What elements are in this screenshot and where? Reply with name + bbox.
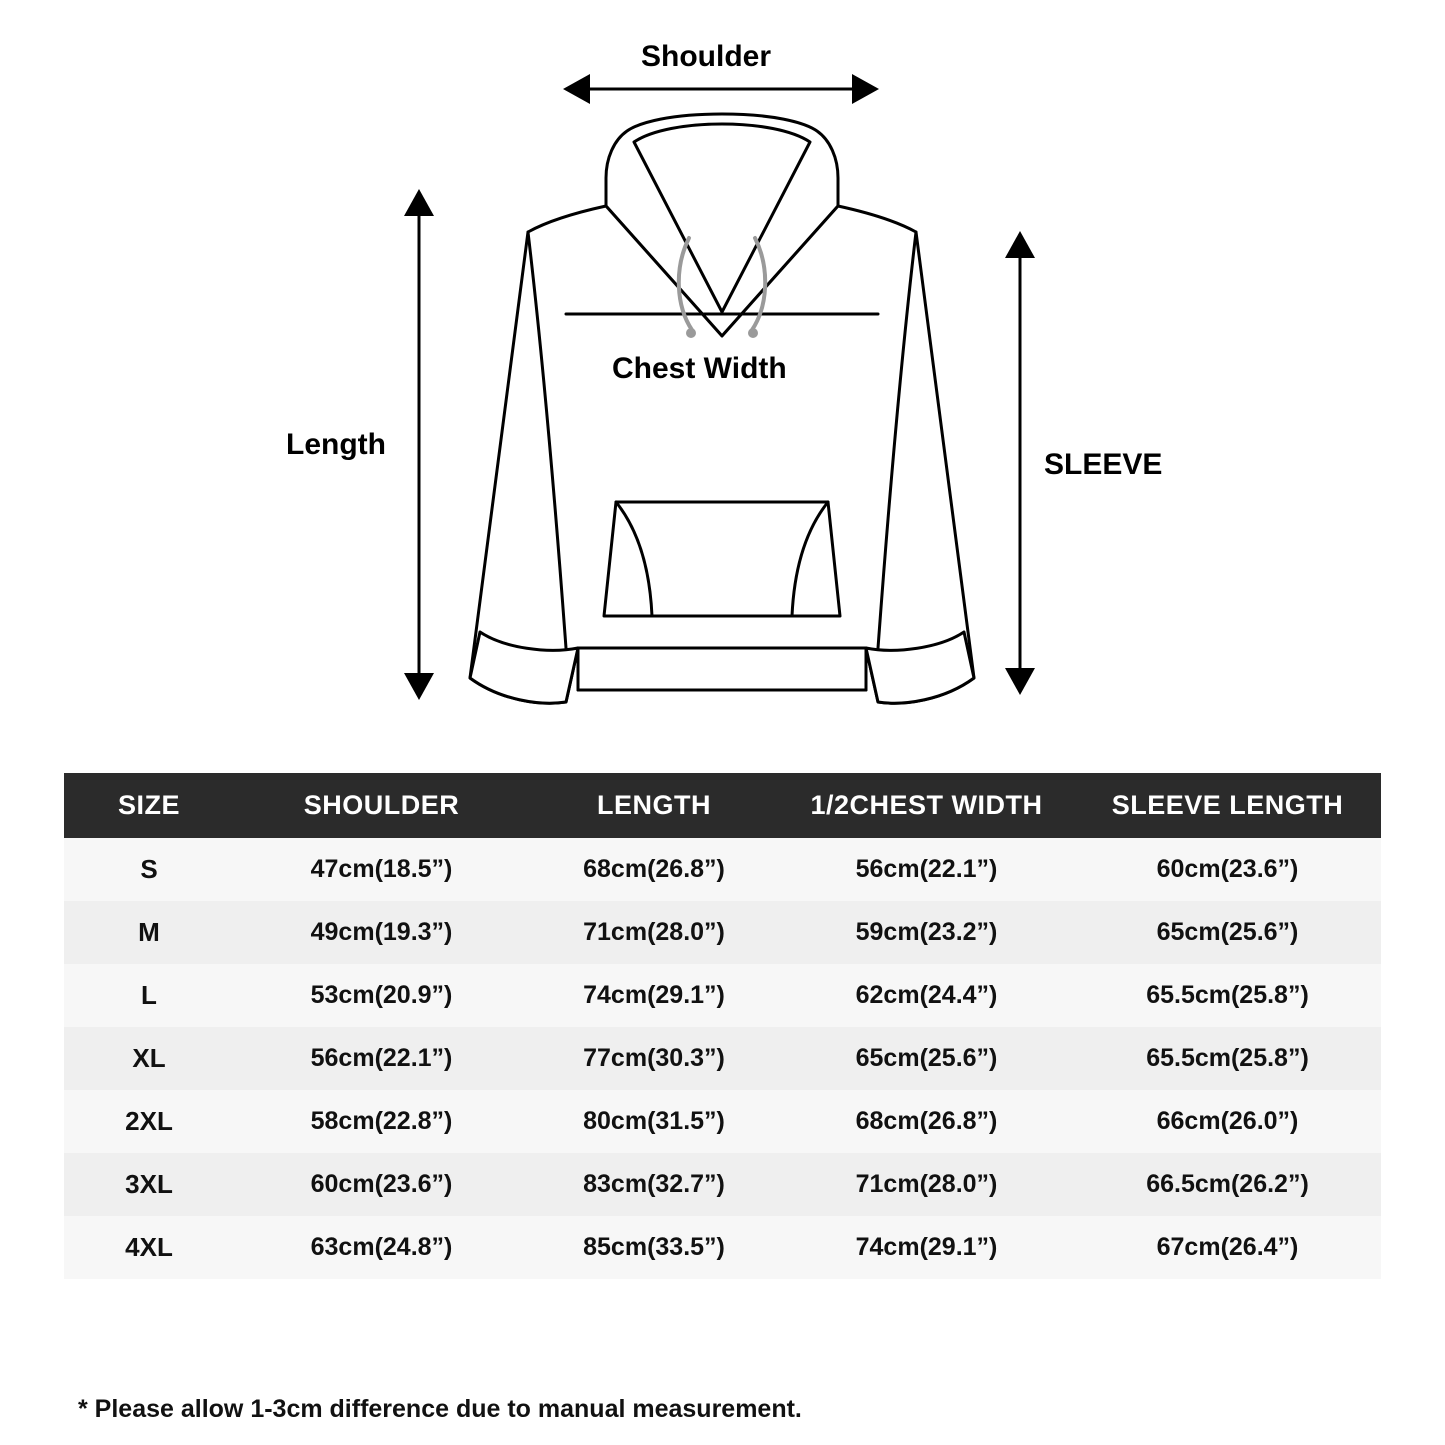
cell-size: L (141, 980, 157, 1010)
cell-sleeve: 65.5cm(25.8”) (1146, 981, 1309, 1009)
cell-chest: 62cm(24.4”) (855, 981, 998, 1009)
cell-sleeve: 65cm(25.6”) (1156, 918, 1299, 946)
cell-shoulder: 60cm(23.6”) (310, 1170, 453, 1198)
cell-size: 3XL (125, 1169, 173, 1199)
cell-length: 83cm(32.7”) (583, 1170, 725, 1198)
cell-shoulder: 49cm(19.3”) (310, 918, 453, 946)
cell-size: S (140, 854, 158, 884)
cell-size: 2XL (125, 1106, 173, 1136)
column-header-size: SIZE (64, 773, 234, 838)
cell-shoulder: 56cm(22.1”) (310, 1044, 453, 1072)
cell-size: M (138, 917, 160, 947)
cell-sleeve: 65.5cm(25.8”) (1146, 1044, 1309, 1072)
cell-sleeve: 66cm(26.0”) (1156, 1107, 1299, 1135)
column-header-shoulder: SHOULDER (234, 773, 529, 838)
cell-shoulder: 58cm(22.8”) (310, 1107, 453, 1135)
table-row (64, 1216, 1381, 1279)
cell-shoulder: 53cm(20.9”) (310, 981, 453, 1009)
cell-chest: 71cm(28.0”) (855, 1170, 998, 1198)
size-table (64, 773, 1381, 1279)
cell-sleeve: 60cm(23.6”) (1156, 855, 1299, 883)
table-row (64, 901, 1381, 964)
shoulder-label: Shoulder (641, 40, 772, 73)
cell-length: 74cm(29.1”) (583, 981, 725, 1009)
cell-size: XL (132, 1043, 166, 1073)
column-header-sleeve-length: SLEEVE LENGTH (1074, 773, 1381, 838)
cell-length: 80cm(31.5”) (583, 1107, 725, 1135)
cell-sleeve: 66.5cm(26.2”) (1146, 1170, 1309, 1198)
table-row (64, 964, 1381, 1027)
cell-chest: 74cm(29.1”) (855, 1233, 998, 1261)
table-row (64, 838, 1381, 901)
table-header-row (64, 773, 1381, 838)
cell-length: 68cm(26.8”) (583, 855, 725, 883)
column-header-chest-width: 1/2CHEST WIDTH (779, 773, 1074, 838)
cell-chest: 56cm(22.1”) (855, 855, 998, 883)
cell-size: 4XL (125, 1232, 173, 1262)
cell-shoulder: 47cm(18.5”) (310, 855, 453, 883)
sleeve-label: SLEEVE (1044, 448, 1163, 481)
cell-length: 71cm(28.0”) (583, 918, 725, 946)
table-row (64, 1090, 1381, 1153)
cell-sleeve: 67cm(26.4”) (1156, 1233, 1299, 1261)
table-row (64, 1153, 1381, 1216)
chest-width-label: Chest Width (612, 352, 787, 385)
cell-chest: 59cm(23.2”) (855, 918, 998, 946)
table-row (64, 1027, 1381, 1090)
measurement-footnote: * Please allow 1-3cm difference due to manual measurement. (78, 1395, 802, 1423)
cell-chest: 68cm(26.8”) (855, 1107, 998, 1135)
cell-chest: 65cm(25.6”) (855, 1044, 998, 1072)
column-header-length: LENGTH (529, 773, 779, 838)
cell-shoulder: 63cm(24.8”) (310, 1233, 453, 1261)
cell-length: 85cm(33.5”) (583, 1233, 725, 1261)
length-label: Length (286, 428, 386, 461)
cell-length: 77cm(30.3”) (583, 1044, 725, 1072)
